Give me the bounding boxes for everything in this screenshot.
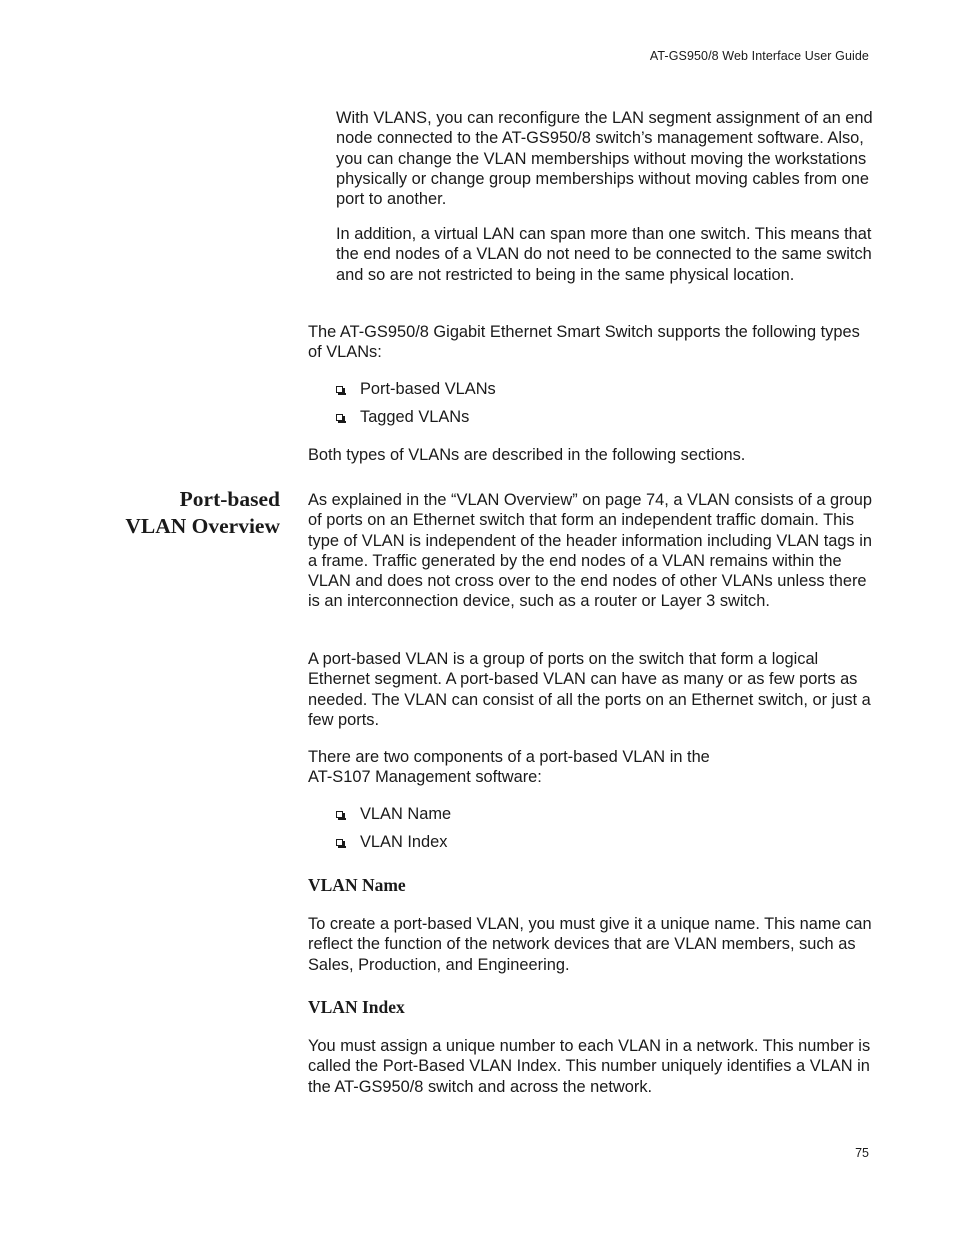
- section-heading: [100, 486, 280, 540]
- vlan-name-heading: VLAN Name: [308, 875, 406, 895]
- components-paragraph: [308, 747, 876, 788]
- list-item: [336, 805, 451, 833]
- checkbox-bullet-icon: [336, 386, 343, 393]
- supports-paragraph: The AT-GS950/8 Gigabit Ethernet Smart Switch supports the following types of VLANs:: [308, 323, 860, 362]
- components-list: [336, 805, 451, 861]
- list-item: [336, 408, 496, 436]
- section-heading-line-1: Port-based: [179, 487, 280, 511]
- checkbox-bullet-icon: [336, 839, 343, 846]
- list-item-label: Tagged VLANs: [360, 408, 470, 426]
- port-based-paragraph-1: As explained in the “VLAN Overview” on page 74, a VLAN consists of a group of ports on an Ethernet switch that form an independent traffic domain. This type of VLAN is independent of the header information including VLAN tags in a frame. Traffic generated by the end nodes of a VLAN remains within the VLAN and does not cross over to the end nodes of other VLANs unless there is an interconnection device, such as a router or Layer 3 switch.: [308, 491, 873, 611]
- list-item-label: VLAN Name: [360, 805, 452, 823]
- intro-paragraph-2: In addition, a virtual LAN can span more than one switch. This means that the end nodes of a VLAN do not need to be connected to the same switch and so are not restricted to being in the same physical location.: [336, 225, 872, 284]
- vlan-index-paragraph: You must assign a unique number to each VLAN in a network. This number is called the Port-Based VLAN Index. This number uniquely identifies a VLAN in the AT-GS950/8 switch and across the network.: [308, 1037, 871, 1096]
- vlan-index-heading: VLAN Index: [308, 997, 405, 1017]
- list-item-label: Port-based VLANs: [360, 380, 496, 398]
- intro-paragraph-1: With VLANS, you can reconfigure the LAN segment assignment of an end node connected to the AT-GS950/8 switch’s management software. Also, you can change the VLAN memberships without moving the workstations physically or change group memberships without moving cables from one port to another.: [336, 109, 873, 209]
- checkbox-bullet-icon: [336, 811, 343, 818]
- vlan-types-list: [336, 380, 496, 436]
- list-item-label: VLAN Index: [360, 833, 448, 851]
- checkbox-bullet-icon: [336, 414, 343, 421]
- page-number: 75: [855, 1146, 869, 1160]
- components-line-1: There are two components of a port-based VLAN in the: [308, 748, 710, 766]
- port-based-paragraph-2: A port-based VLAN is a group of ports on the switch that form a logical Ethernet segment. A port-based VLAN can have as many or as few ports as needed. The VLAN can consist of all the ports on an Ethernet switch, or just a few ports.: [308, 650, 871, 729]
- vlan-name-paragraph: To create a port-based VLAN, you must give it a unique name. This name can reflect the function of the network devices that are VLAN members, such as Sales, Production, and Engineering.: [308, 915, 872, 974]
- both-types-paragraph: Both types of VLANs are described in the following sections.: [308, 446, 746, 464]
- list-item: [336, 833, 451, 861]
- section-heading-line-2: VLAN Overview: [125, 514, 280, 538]
- list-item: [336, 380, 496, 408]
- components-line-2: AT-S107 Management software:: [308, 768, 542, 787]
- page-header: AT-GS950/8 Web Interface User Guide: [649, 49, 869, 63]
